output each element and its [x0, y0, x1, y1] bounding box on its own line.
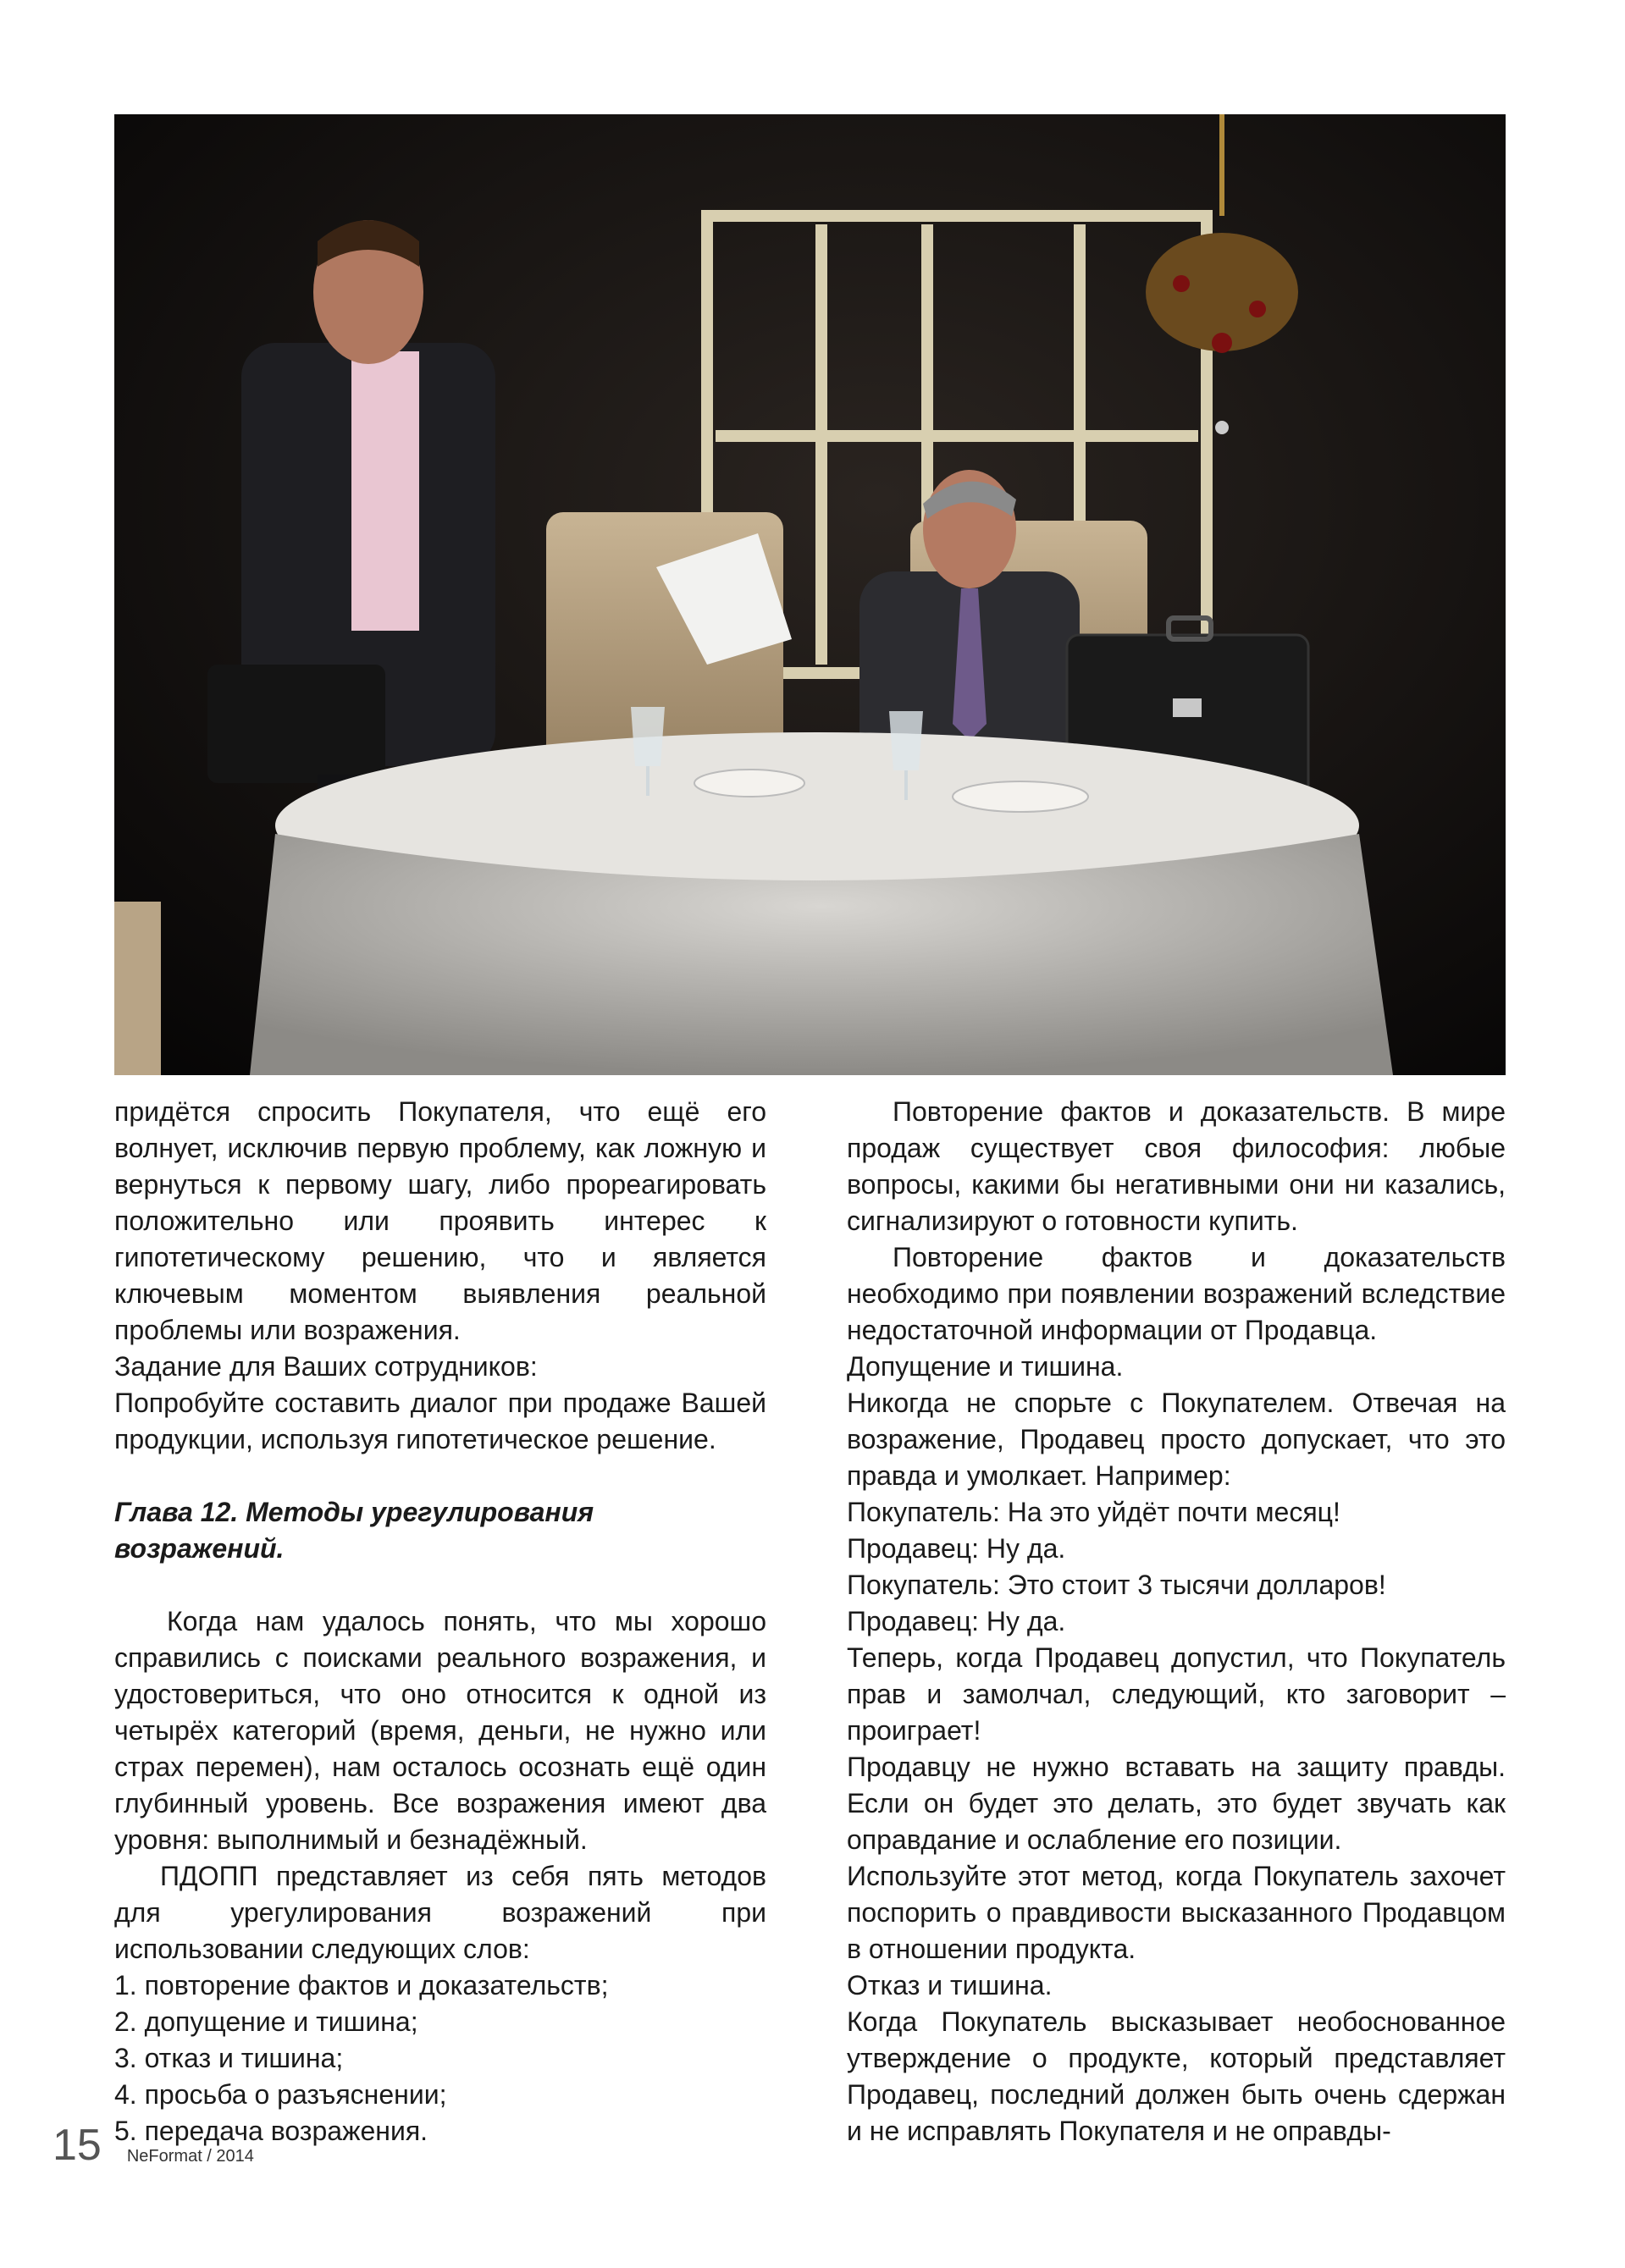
paragraph: Попробуйте составить диалог при продаже Вашей продукции, используя гипотетическое решение.	[114, 1388, 766, 1454]
magazine-name: NeFormat / 2014	[126, 2147, 254, 2166]
paragraph: Повторение фактов и доказательств. В мире продаж существует своя философия: любые вопросы, какими бы негативными они ни казались, сигнализируют о готовности купить.	[847, 1096, 1506, 1236]
left-column	[114, 1094, 766, 2149]
paragraph: Продавцу не нужно вставать на защиту правды. Если он будет это делать, это будет звучать как оправдание и ослабление его позиции.	[847, 1752, 1506, 1855]
right-column	[847, 1094, 1506, 2149]
article-photo	[114, 114, 1506, 1075]
paragraph: Отказ и тишина.	[847, 1970, 1053, 2000]
paragraph: придётся спросить Покупателя, что ещё его волнует, исключив первую проблему, как ложную и вернуться к первому шагу, либо прореагировать положительно или проявить интерес к гипотетическому решению, что и является ключевым моментом выявления реальной проблемы или возражения.	[114, 1096, 766, 1345]
dialogue-line: Покупатель: Это стоит 3 тысячи долларов!	[847, 1570, 1386, 1600]
list-item: 1. повторение фактов и доказательств;	[114, 1970, 609, 2000]
page-footer	[53, 2116, 254, 2170]
chapter-heading: Глава 12. Методы урегулирования возражений.	[114, 1497, 594, 1564]
dialogue-line: Покупатель: На это уйдёт почти месяц!	[847, 1497, 1340, 1527]
paragraph: Когда нам удалось понять, что мы хорошо справились с поисками реального возражения, и удостовериться, что оно относится к одной из четырёх категорий (время, деньги, не нужно или страх перемен), нам осталось осознать ещё один глубинный уровень. Все возражения имеют два уровня: выполнимый и безнадёжный.	[114, 1606, 766, 1855]
list-item: 3. отказ и тишина;	[114, 2043, 344, 2073]
paragraph: Используйте этот метод, когда Покупатель захочет поспорить о правдивости высказанного Продавцом в отношении продукта.	[847, 1861, 1506, 1964]
photo-two-businessmen-at-dining-table-icon	[114, 114, 1506, 1075]
paragraph: Повторение фактов и доказательств необходимо при появлении возражений вследствие недостаточной информации от Продавца.	[847, 1242, 1506, 1345]
dialogue-line: Продавец: Ну да.	[847, 1533, 1066, 1564]
paragraph: Теперь, когда Продавец допустил, что Покупатель прав и замолчал, следующий, кто заговорит – проиграет!	[847, 1642, 1506, 1746]
page-number: 15	[53, 2121, 102, 2170]
list-item: 4. просьба о разъяснении;	[114, 2079, 447, 2110]
paragraph: Задание для Ваших сотрудников:	[114, 1351, 538, 1382]
paragraph: Никогда не спорьте с Покупателем. Отвечая на возражение, Продавец просто допускает, что это правда и умолкает. Например:	[847, 1388, 1506, 1491]
paragraph: Допущение и тишина.	[847, 1351, 1124, 1382]
paragraph: Когда Покупатель высказывает необоснованное утверждение о продукте, который представляет Продавец, последний должен быть очень сдержан и не исправлять Покупателя и не оправды-	[847, 2006, 1506, 2146]
list-item: 5. передача возражения.	[114, 2116, 428, 2146]
paragraph: ПДОПП представляет из себя пять методов для урегулирования возражений при использовании следующих слов:	[114, 1861, 766, 1964]
list-item: 2. допущение и тишина;	[114, 2006, 418, 2037]
dialogue-line: Продавец: Ну да.	[847, 1606, 1066, 1636]
